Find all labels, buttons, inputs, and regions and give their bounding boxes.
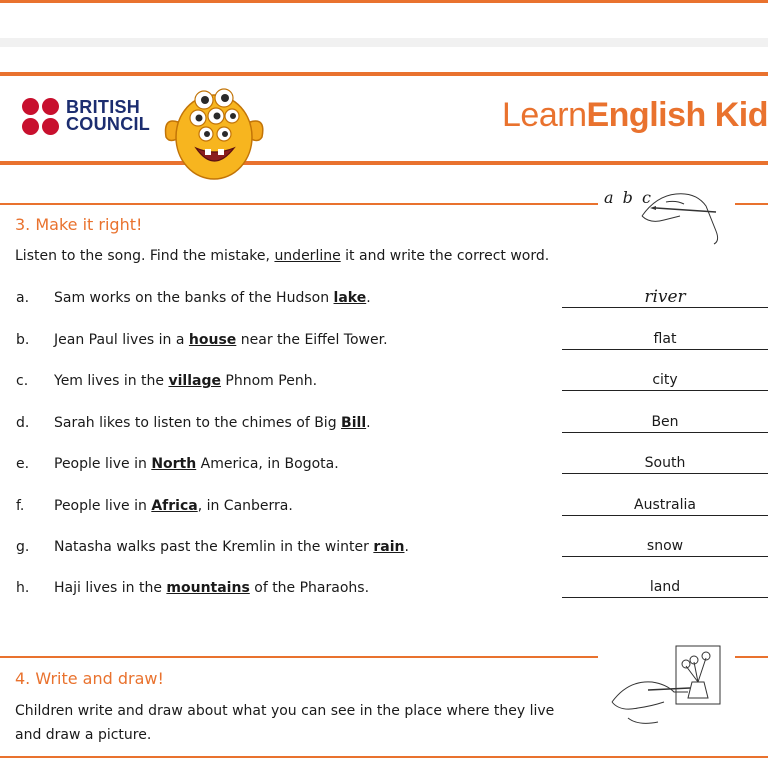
monster-mascot-icon [158,82,270,182]
answer-field[interactable]: Australia [562,496,768,516]
section4-instruction-line2: and draw a picture. [15,727,152,743]
bottom-rule [0,756,768,758]
abc-label: a b c [604,188,653,207]
mistake-word: house [188,332,237,348]
underline-word: underline [274,248,341,264]
brand-learn: Learn [502,96,587,134]
logo-line2: COUNCIL [66,114,151,134]
answer-field[interactable]: Ben [562,413,768,433]
answer-field[interactable]: city [562,371,768,391]
learnenglish-kids-logo [502,96,768,135]
section4-rule-right [735,656,768,658]
section3-title: 3. Make it right! [15,215,143,234]
logo-line1: BRITISH [66,97,141,117]
logo-dots-icon [22,98,62,138]
mistake-word: village [168,373,221,389]
brand-english: English [586,96,706,134]
mistake-word: North [151,456,197,472]
mistake-word: lake [333,290,367,306]
writing-hand-icon [636,186,728,248]
mistake-word: rain [373,539,405,555]
answer-field[interactable]: South [562,454,768,474]
header-bottom-rule [0,161,768,165]
drawing-hand-icon [608,642,730,732]
section3-rule-left [0,203,598,205]
mistake-word: Africa [151,498,198,514]
answer-field[interactable]: snow [562,537,768,557]
answer-field[interactable]: river [562,288,768,308]
answer-field[interactable]: land [562,578,768,598]
mistake-word: Bill [341,415,367,431]
header-top-rule [0,72,768,76]
section3-rule-right [735,203,768,205]
mistake-word: mountains [166,580,250,596]
gray-band [0,38,768,47]
brand-kids: Kid [705,96,768,134]
section3-instruction: Listen to the song. Find the mistake, underline it and write the correct word. [15,248,550,264]
logo-text [66,99,150,133]
answer-field[interactable]: flat [562,330,768,350]
section4-title: 4. Write and draw! [15,669,164,688]
top-rule [0,0,768,3]
section4-rule-left [0,656,598,658]
section4-instruction-line1: Children write and draw about what you can see in the place where they live [15,703,555,719]
